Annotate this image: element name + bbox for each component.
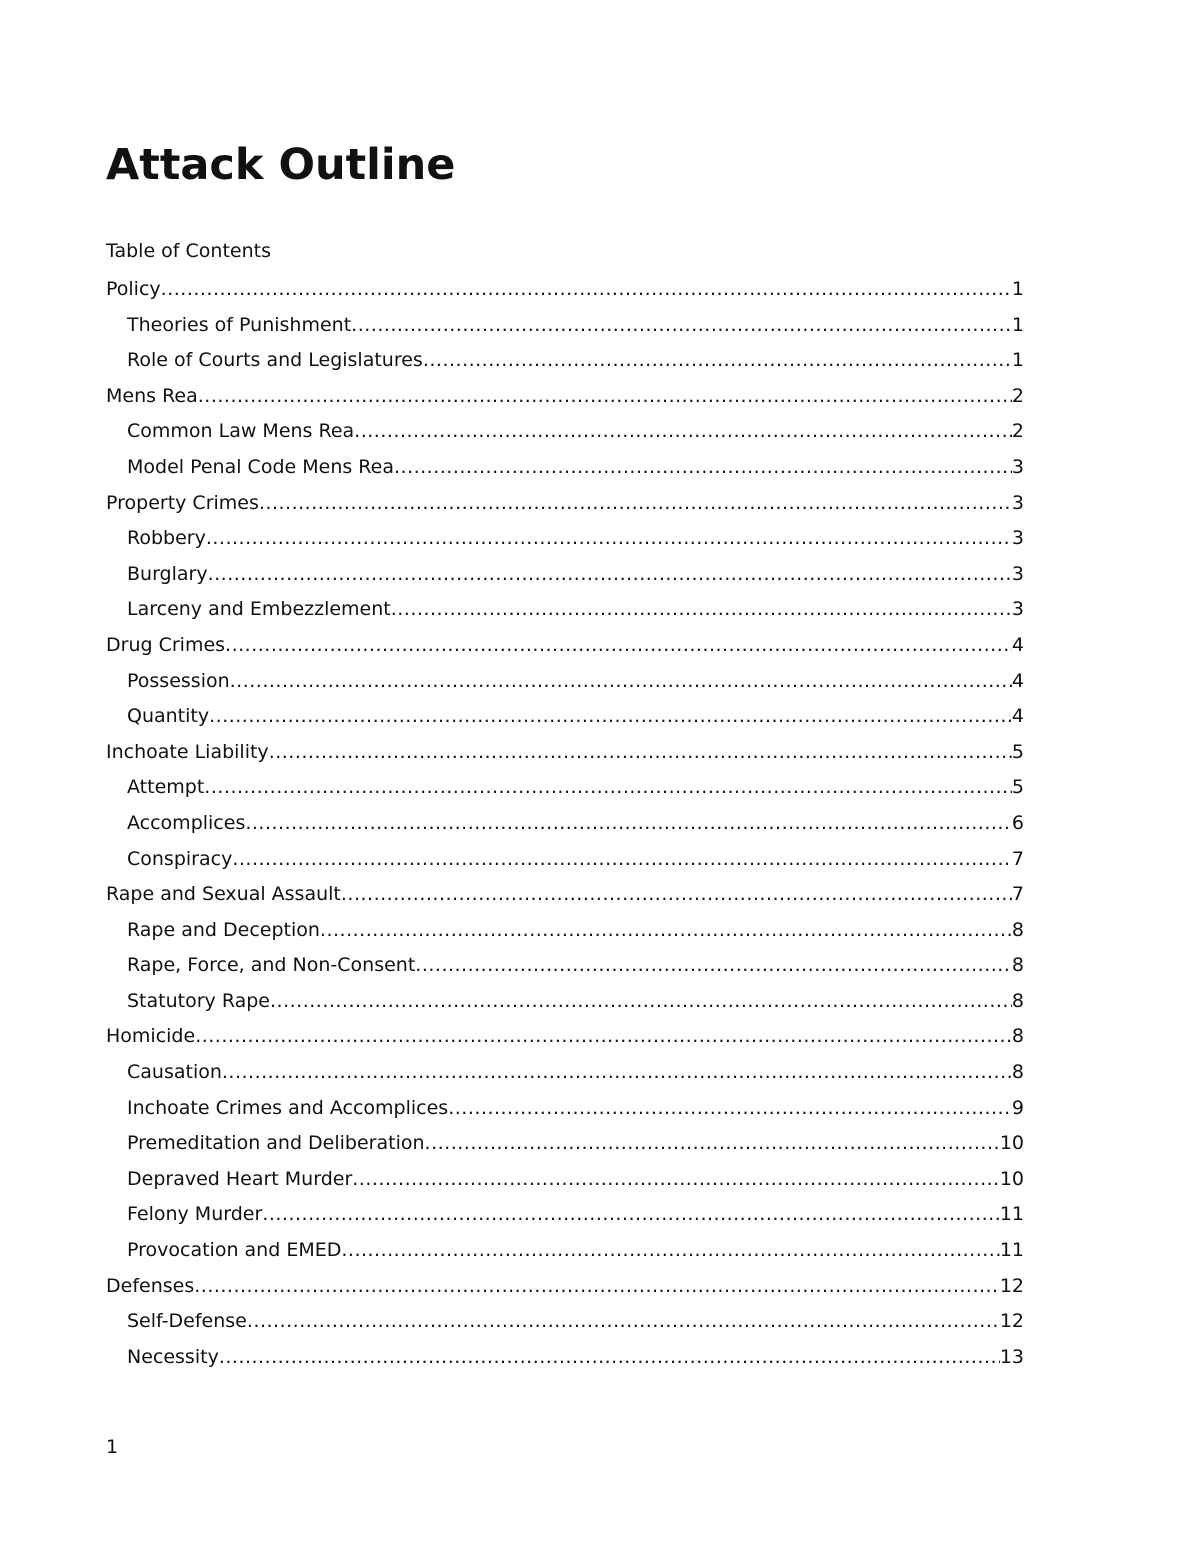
toc-entry[interactable]: [106, 773, 1024, 809]
toc-entry[interactable]: [106, 453, 1024, 489]
toc-dot-leader: [391, 595, 1012, 623]
toc-entry[interactable]: [106, 1058, 1024, 1094]
toc-entry-page: 2: [1011, 420, 1024, 443]
toc-entry-label: Causation: [127, 1061, 222, 1084]
toc-entry[interactable]: [106, 809, 1024, 845]
toc-dot-leader: [415, 951, 1012, 979]
toc-entry-label: Rape and Sexual Assault: [106, 883, 341, 906]
toc-entry-label: Felony Murder: [127, 1203, 263, 1226]
toc-entry-label: Policy: [106, 278, 161, 300]
toc-entry-label: Self-Defense: [127, 1310, 247, 1333]
toc-entry-page: 10: [999, 1132, 1024, 1155]
toc-entry[interactable]: [106, 382, 1024, 418]
toc-entry-page: 4: [1011, 705, 1024, 728]
toc-entry-label: Possession: [127, 669, 230, 692]
toc-entry-page: 12: [999, 1274, 1024, 1297]
toc-entry-page: 10: [999, 1167, 1024, 1190]
toc-entry-label: Common Law Mens Rea: [127, 420, 355, 443]
toc-entry-label: Robbery: [127, 527, 206, 550]
toc-heading: Table of Contents: [106, 240, 271, 262]
toc-entry-page: 13: [999, 1345, 1024, 1368]
toc-entry[interactable]: [106, 1236, 1024, 1272]
toc-entry[interactable]: [106, 987, 1024, 1023]
toc-entry-page: 11: [999, 1239, 1024, 1262]
toc-entry[interactable]: [106, 667, 1024, 703]
toc-entry-label: Larceny and Embezzlement: [127, 598, 391, 621]
toc-entry-label: Drug Crimes: [106, 633, 226, 656]
toc-dot-leader: [354, 417, 1012, 445]
toc-entry-page: 7: [1011, 847, 1024, 870]
toc-entry[interactable]: [106, 1022, 1024, 1058]
toc-dot-leader: [320, 916, 1012, 944]
toc-entry-page: 1: [1011, 349, 1024, 372]
toc-entry-label: Rape, Force, and Non-Consent: [127, 954, 416, 977]
toc-entry-label: Rape and Deception: [127, 918, 320, 941]
page-number: 1: [106, 1436, 119, 1458]
toc-entry-label: Inchoate Crimes and Accomplices: [127, 1096, 449, 1119]
toc-entry[interactable]: [106, 489, 1024, 525]
toc-dot-leader: [341, 880, 1012, 908]
toc-entry-label: Inchoate Liability: [106, 740, 269, 763]
toc-entry-label: Conspiracy: [127, 847, 233, 870]
toc-dot-leader: [209, 702, 1012, 730]
toc-dot-leader: [394, 453, 1012, 481]
toc-dot-leader: [206, 524, 1012, 552]
toc-entry-label: Role of Courts and Legislatures: [127, 349, 423, 372]
toc-entry-page: 2: [1011, 384, 1024, 407]
toc-dot-leader: [352, 1165, 1000, 1193]
toc-entry[interactable]: [106, 702, 1024, 738]
toc-dot-leader: [341, 1236, 999, 1264]
toc-entry[interactable]: [106, 1307, 1024, 1343]
toc-dot-leader: [208, 560, 1012, 588]
toc-entry-page: 4: [1011, 633, 1024, 656]
toc-dot-leader: [225, 631, 1012, 659]
toc-entry[interactable]: [106, 275, 1024, 311]
toc-entry[interactable]: [106, 1200, 1024, 1236]
toc-entry-label: Necessity: [127, 1345, 219, 1368]
toc-entry[interactable]: [106, 631, 1024, 667]
toc-dot-leader: [262, 1200, 1000, 1228]
toc-entry-page: 12: [999, 1310, 1024, 1333]
toc-entry[interactable]: [106, 595, 1024, 631]
toc-dot-leader: [232, 845, 1012, 873]
toc-dot-leader: [194, 1272, 1000, 1300]
toc-entry[interactable]: [106, 951, 1024, 987]
toc-entry-page: 11: [999, 1203, 1024, 1226]
toc-entry-label: Property Crimes: [106, 491, 259, 514]
toc-dot-leader: [425, 1129, 1000, 1157]
toc-entry-page: 5: [1011, 740, 1024, 763]
toc-entry[interactable]: [106, 1343, 1024, 1379]
toc-dot-leader: [269, 738, 1012, 766]
toc-dot-leader: [259, 489, 1012, 517]
toc-entry[interactable]: [106, 1272, 1024, 1308]
toc-entry-label: Statutory Rape: [127, 989, 270, 1012]
toc-entry-label: Burglary: [127, 562, 208, 585]
toc-entry-page: 6: [1011, 811, 1024, 834]
toc-entry-label: Model Penal Code Mens Rea: [127, 455, 394, 478]
toc-entry-page: 1: [1011, 313, 1024, 336]
document-title: Attack Outline: [106, 140, 456, 190]
toc-entry[interactable]: [106, 738, 1024, 774]
toc-entry-page: 8: [1011, 989, 1024, 1012]
toc-dot-leader: [247, 1307, 1000, 1335]
toc-entry-label: Provocation and EMED: [127, 1239, 342, 1262]
toc-dot-leader: [204, 773, 1012, 801]
toc-entry[interactable]: [106, 346, 1024, 382]
toc-entry[interactable]: [106, 880, 1024, 916]
toc-entry[interactable]: [106, 1165, 1024, 1201]
toc-dot-leader: [222, 1058, 1012, 1086]
toc-entry[interactable]: [106, 524, 1024, 560]
table-of-contents: [106, 275, 1024, 1378]
toc-dot-leader: [161, 275, 1012, 303]
toc-entry[interactable]: [106, 1094, 1024, 1130]
toc-dot-leader: [198, 382, 1012, 410]
toc-entry-page: 3: [1011, 455, 1024, 478]
toc-entry-label: Depraved Heart Murder: [127, 1167, 353, 1190]
toc-entry-label: Mens Rea: [106, 384, 198, 407]
toc-entry-page: 9: [1011, 1096, 1024, 1119]
toc-entry-page: 8: [1011, 1061, 1024, 1084]
toc-dot-leader: [245, 809, 1012, 837]
toc-entry[interactable]: [106, 560, 1024, 596]
toc-entry-page: 5: [1011, 776, 1024, 799]
toc-entry-label: Theories of Punishment: [127, 313, 352, 336]
toc-dot-leader: [448, 1094, 1012, 1122]
toc-entry-page: 4: [1011, 669, 1024, 692]
toc-entry-label: Defenses: [106, 1274, 195, 1297]
toc-entry-page: 7: [1011, 883, 1024, 906]
toc-entry-label: Homicide: [106, 1025, 196, 1048]
toc-entry-page: 8: [1011, 918, 1024, 941]
toc-entry-page: 8: [1011, 1025, 1024, 1048]
toc-entry-label: Premeditation and Deliberation: [127, 1132, 425, 1155]
toc-entry-label: Attempt: [127, 776, 205, 799]
toc-dot-leader: [351, 311, 1012, 339]
toc-dot-leader: [219, 1343, 1000, 1371]
toc-entry[interactable]: [106, 845, 1024, 881]
toc-entry[interactable]: [106, 311, 1024, 347]
toc-entry-label: Accomplices: [127, 811, 246, 834]
toc-entry-page: 3: [1011, 598, 1024, 621]
toc-entry[interactable]: [106, 1129, 1024, 1165]
toc-entry-page: 3: [1011, 562, 1024, 585]
toc-entry-page: 3: [1011, 491, 1024, 514]
toc-dot-leader: [195, 1022, 1012, 1050]
toc-entry[interactable]: [106, 417, 1024, 453]
toc-entry[interactable]: [106, 916, 1024, 952]
toc-entry-page: 3: [1011, 527, 1024, 550]
toc-dot-leader: [230, 667, 1012, 695]
toc-entry-label: Quantity: [127, 705, 210, 728]
toc-dot-leader: [270, 987, 1012, 1015]
toc-entry-page: 8: [1011, 954, 1024, 977]
toc-dot-leader: [423, 346, 1012, 374]
toc-entry-page: 1: [1011, 278, 1024, 300]
